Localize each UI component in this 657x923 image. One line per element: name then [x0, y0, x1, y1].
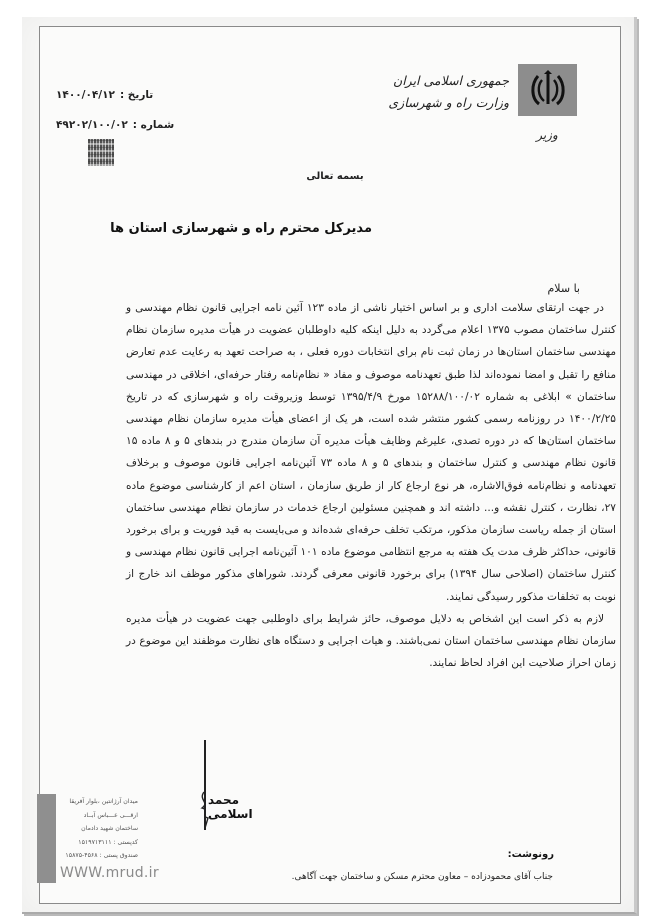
website-link[interactable]: WWW.mrud.ir: [60, 865, 159, 881]
cc-title: رونوشت:: [507, 849, 554, 860]
date-row: [56, 80, 186, 110]
footer-address: [60, 795, 138, 863]
qr-code-icon: [88, 139, 114, 166]
number-value: ۴۹۲۰۲/۱۰۰/۰۲: [56, 119, 128, 131]
footer-color-bar: [37, 794, 56, 883]
body-paragraph-1: در جهت ارتقای سلامت اداری و بر اساس اختیار ناشی از ماده ۱۲۳ آئین نامه اجرایی قانون نظام مهندسی و کنترل ساختمان مصوب ۱۳۷۵ اعلام می‌گردد به دلیل اینکه کلیه داوطلبان عضویت در هیأت مدیره سازمان نظام مهندسی ساختمان استان‌ها در زمان ثبت نام برای انتخابات دوره فعلی ، به صراحت تعهد به رعایت عدم تعارض منافع را تقبل و امضا نموده‌اند لذا طبق تعهدنامه موصوف و مفاد « نظام‌نامه رفتار حرفه‌ای، اخلاقی در مهندسی ساختمان » ابلاغی به شماره ۱۵۲۸۸/۱۰۰/۰۲ مورخ ۱۳۹۵/۴/۹ توسط وزیروقت راه و شهرسازی که در تاریخ ۱۴۰۰/۲/۲۵ در روزنامه رسمی کشور منتشر شده است، هر یک از اعضای هیأت مدیره سازمان نظام مهندسی ساختمان استان‌ها که در دوره تصدی، علیرغم وظایف هیأت مدیره آن سازمان مندرج در بندهای ۵ و ۸ ماده ۱۵ قانون نظام مهندسی و کنترل ساختمان و بندهای ۵ و ۸ ماده ۷۳ آئین‌نامه اجرایی قانون موصوف و برخلاف تعهدنامه و نظام‌نامه فوق‌الاشاره، هر نوع ارجاع کار از طریق سازمان ، استان اعم از کارشناسی موضوع ماده ۲۷، نظارت ، کنترل نقشه و... داشته اند و همچنین مسئولین ارجاع خدمات در سازمان نظام مهندسی ساختمان استان از جمله ریاست سازمان مذکور، مرتکب تخلف حرفه‌ای شده‌اند و می‌بایست به قید فوریت و برای برخورد قانونی، حداکثر ظرف مدت یک هفته به مرجع انتظامی موضوع ماده ۱۰۱ آئین‌نامه اجرایی قانون نظام مهندسی و کنترل ساختمان (اصلاحی سال ۱۳۹۴) برای برخورد قانونی معرفی گردند. شوراهای مذکور موظف اند خارج از نوبت به تخلفات مذکور رسیدگی نمایند.: [126, 302, 617, 603]
address-line: ساختمان شهید دادمان: [81, 825, 138, 832]
address-line: ارقـــی عـــباس آبــاد: [83, 811, 138, 819]
address-line: میدان آرژانتین ،بلوار آفریقا: [69, 798, 138, 805]
postal-code: کدپستی : ۱۵۱۹۷۱۳۱۱۱: [78, 838, 138, 846]
number-label: شماره :: [132, 119, 175, 131]
country-name: جمهوری اسلامی ایران: [393, 73, 509, 88]
po-box: صندوق پستی : ۴۵۶۸-۱۵۸۷۵: [65, 852, 138, 859]
number-row: [56, 110, 186, 140]
office-label: وزیر: [536, 128, 558, 142]
bismillah-heading: بسمه تعالی: [306, 171, 364, 182]
greeting: با سلام: [547, 282, 580, 295]
ministry-heading: [369, 70, 509, 114]
body-paragraph-2: لازم به ذکر است این اشخاص به دلایل موصوف، حائز شرایط برای داوطلبی جهت عضویت در هیأت مدیره سازمان نظام مهندسی ساختمان استان نمی‌باشند. و هیات اجرایی و دستگاه های نظارت موظفند این موضوع در زمان احراز صلاحیت این افراد لحاظ نمایند.: [126, 612, 616, 670]
date-value: ۱۴۰۰/۰۴/۱۲: [56, 89, 115, 101]
letter-meta: [56, 80, 186, 140]
cc-recipient: جناب آقای محمودزاده – معاون محترم مسکن و ساختمان جهت آگاهی.: [291, 872, 553, 882]
emblem-flag: [518, 64, 577, 116]
ministry-name: وزارت راه و شهرسازی: [388, 95, 509, 110]
iran-emblem-icon: [529, 70, 567, 110]
signer-name: محمد اسلامی: [208, 793, 253, 821]
date-label: تاریخ :: [119, 89, 154, 101]
addressee: مدیرکل محترم راه و شهرسازی استان ها: [110, 221, 372, 236]
letter-body: [126, 297, 616, 674]
